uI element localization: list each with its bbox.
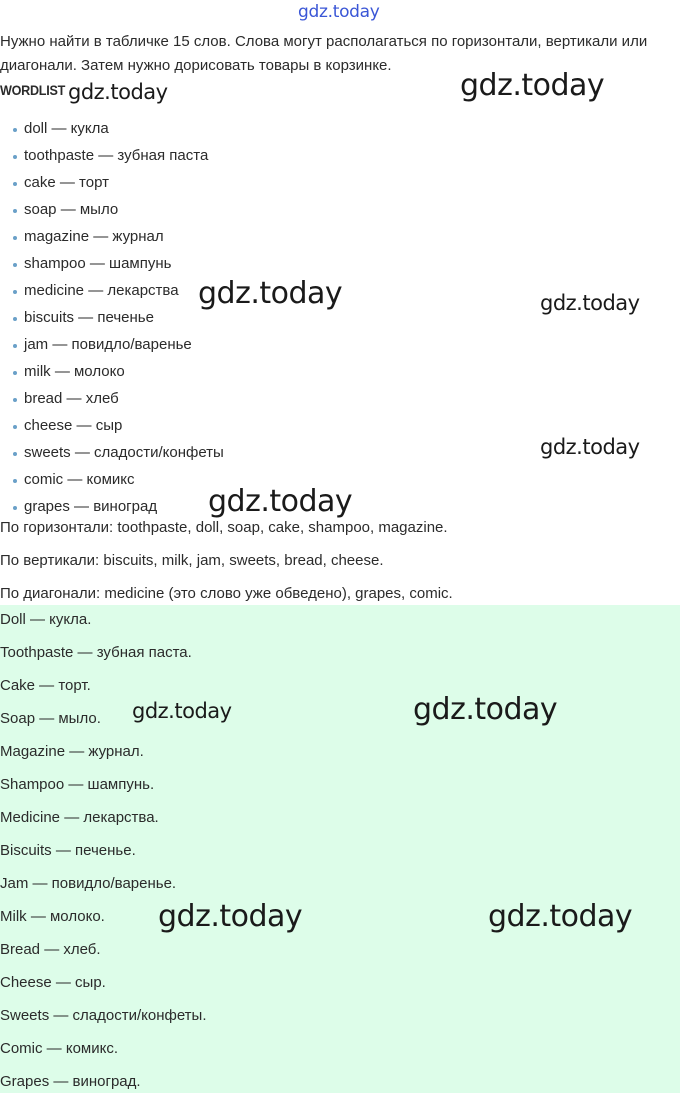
- translation-item: Sweets — сладости/конфеты.: [0, 1007, 207, 1024]
- list-item: milk — молоко: [0, 358, 224, 385]
- watermark: gdz.today: [540, 291, 640, 315]
- translation-item: Magazine — журнал.: [0, 743, 144, 760]
- translations-block: [0, 605, 680, 1093]
- list-item: cake — торт: [0, 169, 224, 196]
- list-item: cheese — сыр: [0, 412, 224, 439]
- translation-item: Bread — хлеб.: [0, 941, 101, 958]
- watermark: gdz.today: [460, 68, 605, 103]
- list-item: doll — кукла: [0, 115, 224, 142]
- translation-item: Shampoo — шампунь.: [0, 776, 155, 793]
- list-item: grapes — виноград: [0, 493, 224, 520]
- list-item: jam — повидло/варенье: [0, 331, 224, 358]
- answer-vertical: По вертикали: biscuits, milk, jam, sweets, bread, cheese.: [0, 552, 384, 569]
- watermark: gdz.today: [540, 435, 640, 459]
- wordlist: [0, 115, 224, 520]
- watermark: gdz.today: [68, 80, 168, 104]
- list-item: shampoo — шампунь: [0, 250, 224, 277]
- list-item: bread — хлеб: [0, 385, 224, 412]
- translation-item: Grapes — виноград.: [0, 1073, 141, 1090]
- list-item: toothpaste — зубная паста: [0, 142, 224, 169]
- watermark: gdz.today: [198, 276, 343, 311]
- watermark: gdz.today: [132, 699, 232, 723]
- translation-item: Biscuits — печенье.: [0, 842, 136, 859]
- answer-diagonal: По диагонали: medicine (это слово уже обведено), grapes, comic.: [0, 585, 453, 602]
- watermark: gdz.today: [488, 899, 633, 934]
- watermark: gdz.today: [208, 484, 353, 519]
- translation-item: Toothpaste — зубная паста.: [0, 644, 192, 661]
- translation-item: Soap — мыло.: [0, 710, 101, 727]
- watermark: gdz.today: [158, 899, 303, 934]
- translation-item: Comic — комикс.: [0, 1040, 119, 1057]
- list-item: biscuits — печенье: [0, 304, 224, 331]
- translation-item: Doll — кукла.: [0, 611, 92, 628]
- translation-item: Medicine — лекарства.: [0, 809, 159, 826]
- site-logo: gdz.today: [298, 2, 380, 22]
- wordlist-heading: WORDLIST: [0, 82, 66, 98]
- translation-item: Cheese — сыр.: [0, 974, 106, 991]
- list-item: magazine — журнал: [0, 223, 224, 250]
- translation-item: Milk — молоко.: [0, 908, 105, 925]
- list-item: sweets — сладости/конфеты: [0, 439, 224, 466]
- watermark: gdz.today: [413, 692, 558, 727]
- list-item: soap — мыло: [0, 196, 224, 223]
- list-item: medicine — лекарства: [0, 277, 224, 304]
- translation-item: Jam — повидло/варенье.: [0, 875, 177, 892]
- task-description: Нужно найти в табличке 15 слов. Слова могут располагаться по горизонтали, вертикали или диагонали. Затем нужно дорисовать товары в корзинке.: [0, 33, 648, 74]
- list-item: comic — комикс: [0, 466, 224, 493]
- answer-horizontal: По горизонтали: toothpaste, doll, soap, cake, shampoo, magazine.: [0, 519, 448, 536]
- translation-item: Cake — торт.: [0, 677, 91, 694]
